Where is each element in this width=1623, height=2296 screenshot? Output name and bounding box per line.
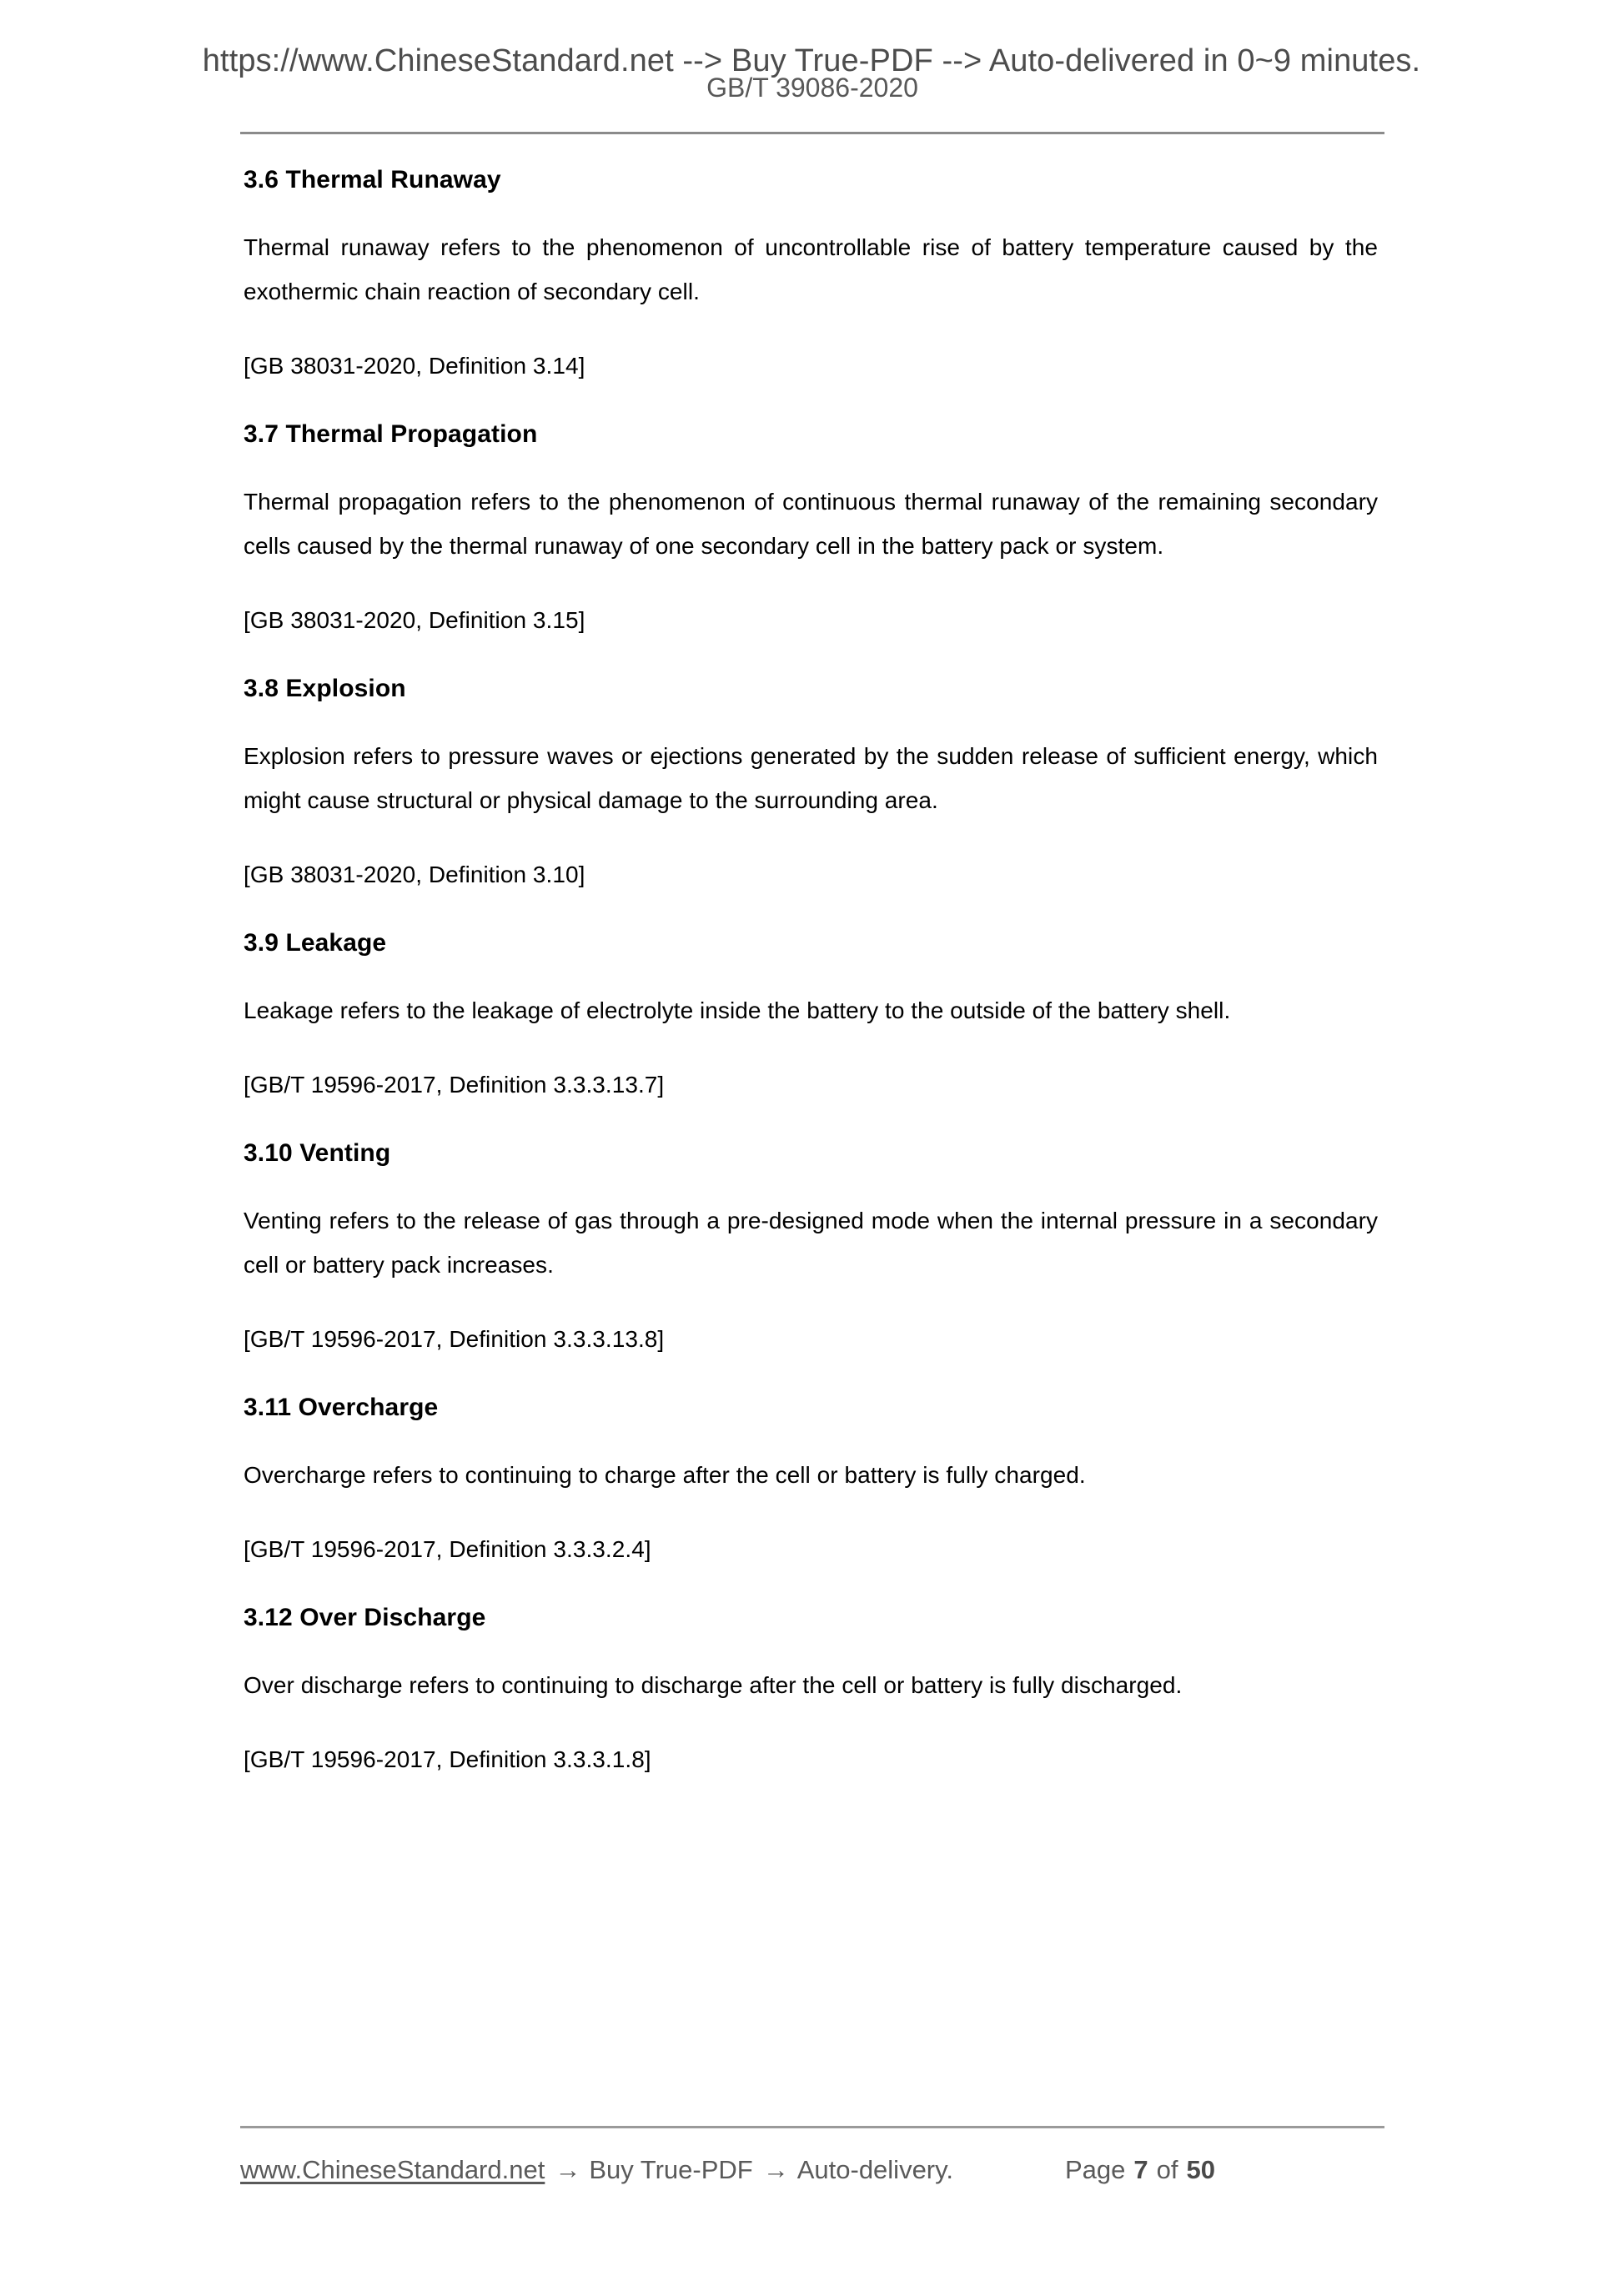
section-3-7 (244, 418, 1378, 642)
page-footer (240, 2152, 1384, 2202)
section-heading: 3.6 Thermal Runaway (244, 166, 501, 193)
section-body: Explosion refers to pressure waves or ejections generated by the sudden release of sufficient energy, which might cause structural or physical damage to the surrounding area. (244, 743, 1378, 813)
section-reference: [GB 38031-2020, Definition 3.15] (244, 607, 585, 633)
footer-website-link[interactable]: www.ChineseStandard.net (240, 2155, 545, 2184)
footer-delivery-label: Auto-delivery. (796, 2155, 953, 2184)
section-3-8 (244, 672, 1378, 897)
section-heading: 3.10 Venting (244, 1139, 391, 1167)
page-content (244, 163, 1378, 1811)
right-arrow-icon: → (555, 2155, 581, 2184)
section-heading: 3.7 Thermal Propagation (244, 420, 538, 448)
section-reference: [GB/T 19596-2017, Definition 3.3.3.2.4] (244, 1536, 651, 1562)
section-heading: 3.12 Over Discharge (244, 1604, 486, 1631)
page-word-label: Page (1064, 2155, 1126, 2184)
section-reference: [GB/T 19596-2017, Definition 3.3.3.13.8] (244, 1326, 665, 1352)
footer-service-label: Buy True-PDF (589, 2155, 753, 2184)
section-heading: 3.9 Leakage (244, 929, 387, 957)
section-body: Thermal propagation refers to the phenomenon of continuous thermal runaway of the remaining secondary cells caused by the thermal runaway of one secondary cell in the battery pack or system. (244, 489, 1378, 559)
section-3-6 (244, 163, 1378, 388)
page-indicator (1062, 2152, 1220, 2188)
of-word-label: of (1156, 2155, 1178, 2184)
section-body: Venting refers to the release of gas through a pre-designed mode when the internal pressure in a secondary cell or battery pack increases. (244, 1208, 1378, 1278)
section-3-10 (244, 1137, 1378, 1361)
section-3-11 (244, 1391, 1378, 1571)
section-body: Over discharge refers to continuing to discharge after the cell or battery is fully discharged. (244, 1672, 1183, 1698)
section-3-12 (244, 1601, 1378, 1781)
footer-divider (240, 2126, 1384, 2128)
section-3-9 (244, 927, 1378, 1107)
running-head-standard-code: GB/T 39086-2020 (706, 73, 918, 103)
section-heading: 3.8 Explosion (244, 675, 406, 702)
section-body: Overcharge refers to continuing to charge after the cell or battery is fully charged. (244, 1462, 1086, 1488)
section-reference: [GB/T 19596-2017, Definition 3.3.3.13.7] (244, 1072, 665, 1098)
current-page-number: 7 (1133, 2155, 1148, 2184)
header-divider (240, 132, 1384, 134)
right-arrow-icon: → (762, 2155, 789, 2184)
section-reference: [GB 38031-2020, Definition 3.10] (244, 862, 585, 887)
section-body: Leakage refers to the leakage of electrolyte inside the battery to the outside of the battery shell. (244, 997, 1231, 1023)
section-reference: [GB 38031-2020, Definition 3.14] (244, 353, 585, 379)
promo-overlay-banner: https://www.ChineseStandard.net --> Buy True-PDF --> Auto-delivered in 0~9 minutes. (202, 43, 1421, 78)
section-heading: 3.11 Overcharge (244, 1394, 439, 1421)
total-page-count: 50 (1186, 2155, 1215, 2184)
footer-promo (240, 2152, 953, 2188)
section-body: Thermal runaway refers to the phenomenon of uncontrollable rise of battery temperature caused by the exothermic chain reaction of secondary cell. (244, 234, 1378, 304)
section-reference: [GB/T 19596-2017, Definition 3.3.3.1.8] (244, 1746, 651, 1772)
